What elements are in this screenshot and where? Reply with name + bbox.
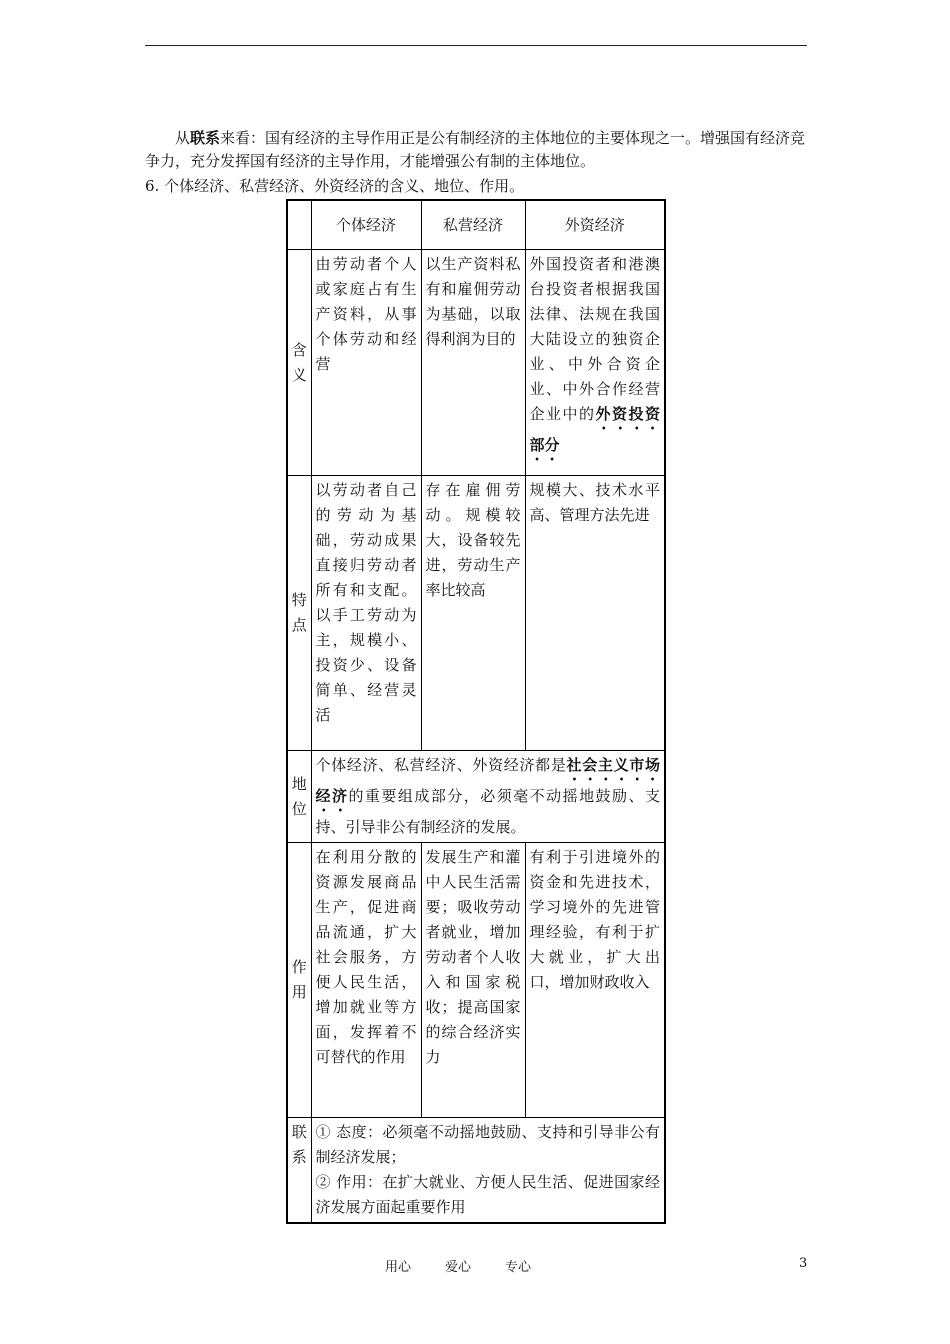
cell-role-foreign: 有利于引进境外的资金和先进技术，学习境外的先进管理经验，有利于扩大就业，扩大出口，增加财政收入 xyxy=(525,843,665,1118)
intro-prefix: 从 xyxy=(175,129,191,147)
emphasis-socialist-market: 社会主义市场经济 xyxy=(315,756,660,805)
table-row-role xyxy=(287,843,665,1118)
cell-status: 个体经济、私营经济、外资经济都是社会主义市场经济的重要组成部分，必须毫不动摇地鼓励、支持、引导非公有制经济的发展。 xyxy=(311,751,665,843)
intro-bold-keyword: 联系 xyxy=(190,129,221,147)
table-row-meaning xyxy=(287,250,665,476)
emphasis-foreign-investment: 外资投资部分 xyxy=(529,405,660,454)
cell-role-individual: 在利用分散的资源发展商品生产，促进商品流通，扩大社会服务，方便人民生活，增加就业等方面，发挥着不可替代的作用 xyxy=(311,843,421,1118)
cell-meaning-foreign: 外国投资者和港澳台投资者根据我国法律、法规在我国大陆设立的独资企业、中外合资企业、中外合作经营企业中的外资投资部分 xyxy=(525,250,665,476)
header-row xyxy=(287,200,665,250)
row-label-meaning: 含 义 xyxy=(287,250,311,476)
row-label-relation: 联 系 xyxy=(287,1118,311,1224)
relation-line-attitude: ① 态度：必须毫不动摇地鼓励、支持和引导非公有制经济发展； xyxy=(315,1123,660,1166)
cell-features-private: 存在雇佣劳动。规模较大，设备较先进，劳动生产率比较高 xyxy=(421,476,525,751)
footer-motto-3: 专心 xyxy=(505,1260,532,1275)
cell-features-individual: 以劳动者自己的劳动为基础，劳动成果直接归劳动者所有和支配。以手工劳动为主，规模小、投资少、设备简单、经营灵活 xyxy=(311,476,421,751)
economy-comparison-table xyxy=(286,199,666,1224)
row-label-features: 特 点 xyxy=(287,476,311,751)
row-label-status: 地 位 xyxy=(287,751,311,843)
relation-line-role: ② 作用：在扩大就业、方便人民生活、促进国家经济发展方面起重要作用 xyxy=(315,1173,660,1216)
cell-meaning-private: 以生产资料私有和雇佣劳动为基础，以取得利润为目的 xyxy=(421,250,525,476)
table-row-status xyxy=(287,751,665,843)
table-row-relation xyxy=(287,1118,665,1224)
corner-cell xyxy=(287,200,311,250)
column-header-private: 私营经济 xyxy=(421,200,525,250)
page-number: 3 xyxy=(799,1256,808,1271)
cell-meaning-individual: 由劳动者个人或家庭占有生产资料，从事个体劳动和经营 xyxy=(311,250,421,476)
cell-relation xyxy=(311,1118,665,1224)
row-label-role: 作 用 xyxy=(287,843,311,1118)
intro-rest: 来看：国有经济的主导作用正是公有制经济的主体地位的主要体现之一。增强国有经济竞争力，充分发挥国有经济的主导作用，才能增强公有制的主体地位。 xyxy=(145,129,806,170)
table-row-features xyxy=(287,476,665,751)
footer-motto-2: 爱心 xyxy=(445,1260,472,1275)
column-header-foreign: 外资经济 xyxy=(525,200,665,250)
cell-features-foreign: 规模大、技术水平高、管理方法先进 xyxy=(525,476,665,751)
header-rule xyxy=(145,45,807,46)
section-heading: 6. 个体经济、私营经济、外资经济的含义、地位、作用。 xyxy=(145,177,525,195)
intro-paragraph xyxy=(145,127,807,173)
cell-role-private: 发展生产和灌中人民生活需要；吸收劳动者就业，增加劳动者个人收入和国家税收；提高国家的综合经济实力 xyxy=(421,843,525,1118)
column-header-individual: 个体经济 xyxy=(311,200,421,250)
footer-motto-1: 用心 xyxy=(385,1260,412,1275)
